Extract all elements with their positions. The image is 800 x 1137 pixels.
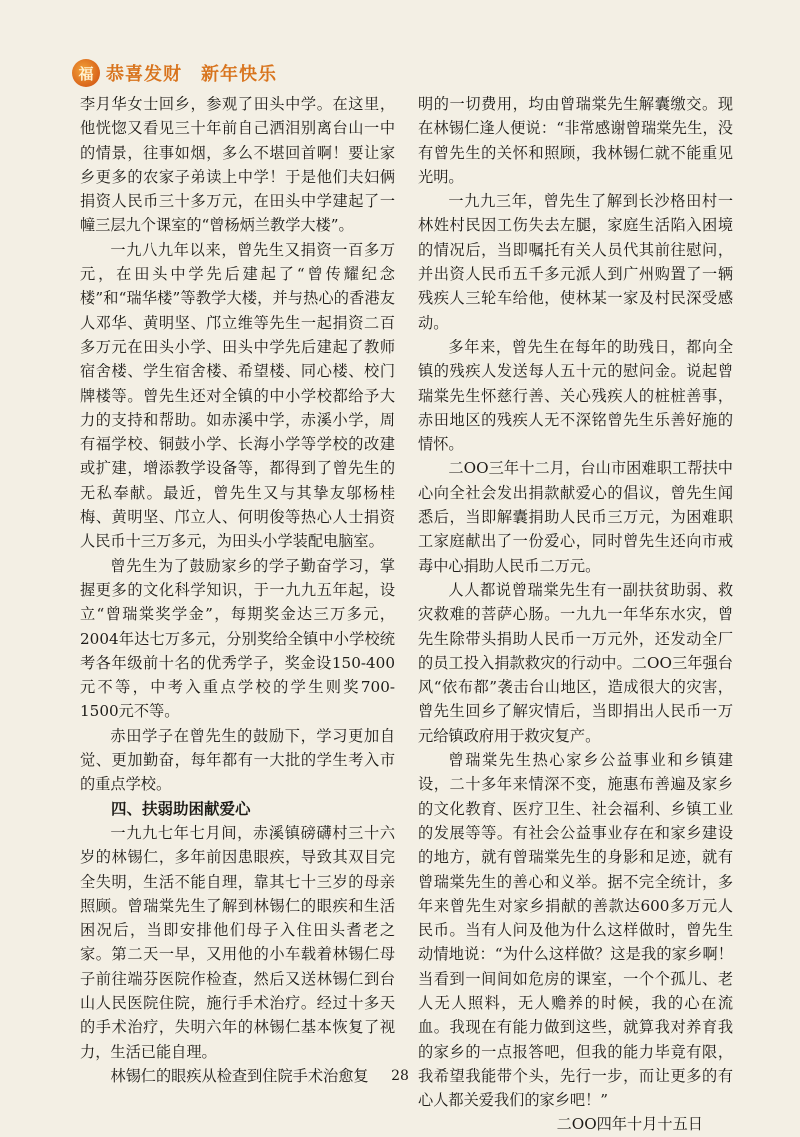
page-header	[72, 58, 277, 88]
paragraph: 曾先生为了鼓励家乡的学子勤奋学习，掌握更多的文化科学知识，于一九九五年起，设立“曾瑞棠奖学金”，每期奖金达三万多元，2004年达七万多元，分别奖给全镇中小学校统考各年级前十名的优秀学子，奖金设150-400元不等，中考入重点学校的学生则奖700-1500元不等。	[80, 556, 395, 721]
page-number: 28	[391, 1068, 409, 1084]
header-title: 恭喜发财 新年快乐	[106, 64, 277, 85]
paragraph: 一九九七年七月间，赤溪镇磅礴村三十六岁的林锡仁，多年前因患眼疾，导致其双目完全失明，生活不能自理，靠其七十三岁的母亲照顾。曾瑞棠先生了解到林锡仁的眼疾和生活困况后，当即安排他们母子入住田头耆老之家。第二天一早，又用他的小车载着林锡仁母子前往端芬医院作检查，然后又送林锡仁到台山人民医院住院，施行手术治疗。经过十多天的手术治疗，失明六年的林锡仁基本恢复了视力，生活已能自理。	[80, 823, 395, 1061]
paragraph: 明的一切费用，均由曾瑞棠先生解囊缴交。现在林锡仁逢人便说：“非常感谢曾瑞棠先生，没有曾先生的关怀和照顾，我林锡仁就不能重见光明。	[418, 95, 733, 186]
paragraph: 多年来，曾先生在每年的助残日，都向全镇的残疾人发送每人五十元的慰问金。说起曾瑞棠先生怀慈行善、关心残疾人的桩桩善事，赤田地区的残疾人无不深铭曾先生乐善好施的情怀。	[418, 337, 733, 454]
paragraph: 一九八九年以来，曾先生又捐资一百多万元，在田头中学先后建起了“曾传耀纪念楼”和“瑞华楼”等教学大楼，并与热心的香港友人邓华、黄明坚、邝立维等先生一起捐资二百多万元在田头小学、田头中学先后建起了教师宿舍楼、学生宿舍楼、希望楼、同心楼、校门牌楼等。曾先生还对全镇的中小学校都给予大力的支持和帮助。如赤溪中学，赤溪小学，周有福学校、铜鼓小学、长海小学等学校的改建或扩建，增添教学设备等，都得到了曾先生的无私奉献。最近，曾先生又与其挚友邬杨桂梅、黄明坚、邝立人、何明俊等热心人士捐资人民币十三万多元，为田头小学装配电脑室。	[80, 240, 395, 551]
paragraph: 二OO三年十二月，台山市困难职工帮扶中心向全社会发出捐款献爱心的倡议，曾先生闻悉后，当即解囊捐助人民币三万元，为困难职工家庭献出了一份爱心，同时曾先生还向市戒毒中心捐助人民币二万元。	[418, 459, 733, 575]
left-column	[80, 92, 395, 1088]
right-column	[418, 92, 733, 1137]
article-date: 二OO四年十月十五日	[556, 1115, 703, 1134]
paragraph: 曾瑞棠先生热心家乡公益事业和乡镇建设，二十多年来情深不变，施惠布善遍及家乡的文化教育、医疗卫生、社会福利、乡镇工业的发展等等。有社会公益事业存在和家乡建设的地方，就有曾瑞棠先生的身影和足迹，就有曾瑞棠先生的善心和义举。据不完全统计，多年来曾先生对家乡捐献的善款达600多万元人民币。当有人问及他为什么这样做时，曾先生动情地说：“为什么这样做？这是我的家乡啊！当看到一间间如危房的课室，一个个孤儿、老人无人照料，无人赡养的时候，我的心在流血。我现在有能力做到这些，就算我对养育我的家乡的一点报答吧，但我的能力毕竟有限，我希望我能带个头，先行一步，而让更多的有心人都关爱我们的家乡吧！”	[418, 751, 733, 1110]
paragraph: 一九九三年，曾先生了解到长沙格田村一林姓村民因工伤失去左腿，家庭生活陷入困境的情况后，当即嘱托有关人员代其前往慰问，并出资人民币五千多元派人到广州购置了一辆残疾人三轮车给他，使林某一家及村民深受感动。	[418, 192, 733, 332]
fortune-seal-icon	[72, 59, 100, 87]
paragraph: 赤田学子在曾先生的鼓励下，学习更加自觉、更加勤奋，每年都有一大批的学生考入市的重点学校。	[80, 726, 395, 794]
paragraph: 李月华女士回乡，参观了田头中学。在这里，他恍惚又看见三十年前自己洒泪别离台山一中的情景，往事如烟，多么不堪回首啊！要让家乡更多的农家子弟读上中学！于是他们夫妇俩捐资人民币三十多万元，在田头中学建起了一幢三层九个课室的“曾杨炳兰教学大楼”。	[80, 95, 395, 235]
paragraph: 林锡仁的眼疾从检查到住院手术治愈复	[110, 1066, 369, 1085]
paragraph: 人人都说曾瑞棠先生有一副扶贫助弱、救灾救难的菩萨心肠。一九九一年华东水灾，曾先生除带头捐助人民币一万元外，还发动全厂的员工投入捐款救灾的行动中。二OO三年强台风“依布都”袭击台山地区，造成很大的灾害，曾先生回乡了解灾情后，当即捐出人民币一万元给镇政府用于救灾复产。	[418, 580, 733, 745]
section-heading: 四、扶弱助困献爱心	[111, 798, 251, 818]
